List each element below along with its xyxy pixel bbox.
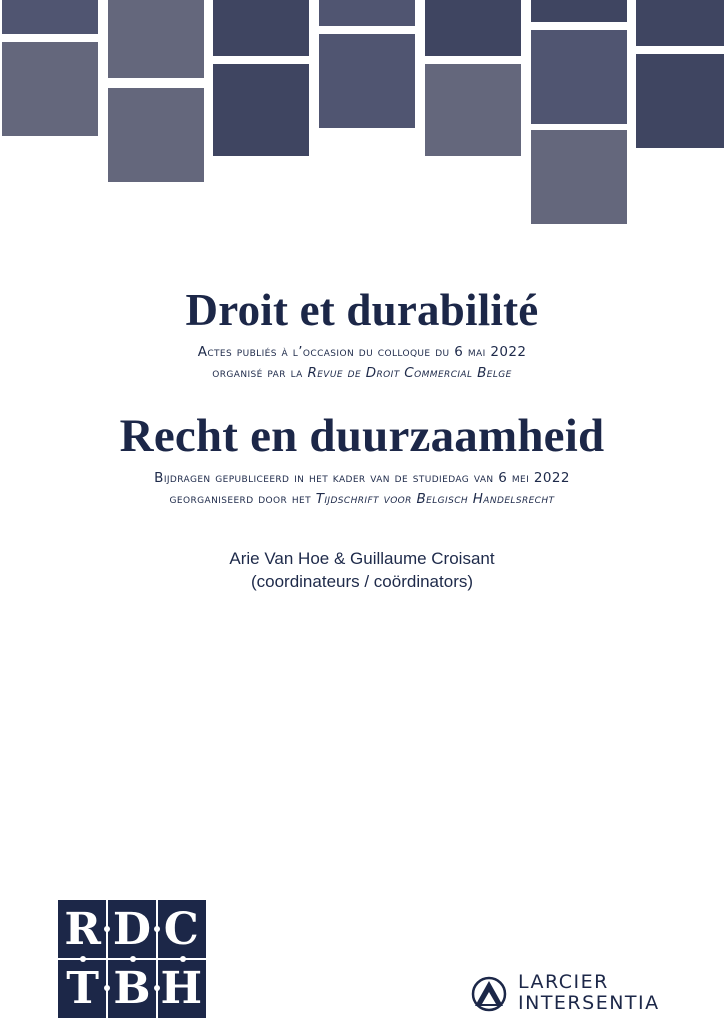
logo-dot — [80, 956, 86, 962]
title-nl: Recht en duurzaamheid — [119, 410, 605, 462]
authors-role: (coordinateurs / coördinators) — [250, 572, 474, 591]
logo-letter-b: B — [113, 963, 151, 1014]
logo-letter-t: T — [66, 963, 100, 1014]
triangle-logo-icon — [470, 976, 508, 1012]
tile — [636, 54, 724, 148]
subtitle-nl-prefix: georganiseerd door het — [169, 491, 316, 507]
subtitle-fr-line1: Actes publiés à l’occasion du colloque du 6 mai 2022 — [197, 344, 527, 360]
logo-letter-h: H — [160, 963, 203, 1014]
logo-letter-r: R — [64, 904, 101, 955]
tile — [319, 34, 415, 128]
logo-dot — [130, 956, 136, 962]
logo-dot — [180, 956, 186, 962]
logo-dot — [154, 985, 160, 991]
tile — [213, 64, 309, 156]
tile — [108, 0, 204, 78]
publisher-line1: LARCIER — [518, 971, 609, 993]
tile — [2, 42, 98, 136]
logo-dot — [104, 926, 110, 932]
subtitle-nl-line1: Bijdragen gepubliceerd in het kader van de studiedag van 6 mei 2022 — [154, 470, 570, 486]
logo-dot — [154, 926, 160, 932]
logo-dot — [104, 985, 110, 991]
tile — [425, 0, 521, 56]
tile — [108, 88, 204, 182]
title-fr: Droit et durabilité — [185, 285, 539, 335]
rdc-tbh-logo — [58, 900, 206, 1018]
subtitle-nl-line2 — [0, 491, 724, 507]
tile — [636, 0, 724, 46]
logo-letter-c: C — [163, 904, 199, 955]
authors: Arie Van Hoe & Guillaume Croisant — [229, 549, 495, 568]
tile — [425, 64, 521, 156]
publisher-line2: INTERSENTIA — [518, 992, 660, 1014]
tile — [531, 0, 627, 22]
publisher-name — [518, 972, 660, 1014]
tile — [2, 0, 98, 34]
tile — [213, 0, 309, 56]
journal-name-nl: Tijdschrift voor Belgisch Handelsrecht — [315, 491, 555, 507]
subtitle-fr-line2 — [0, 365, 724, 381]
tile — [319, 0, 415, 26]
tile — [531, 30, 627, 124]
tile — [531, 130, 627, 224]
journal-name-fr: Revue de Droit Commercial Belge — [307, 365, 512, 381]
subtitle-fr-prefix: organisé par la — [212, 365, 308, 381]
logo-letter-d: D — [112, 904, 152, 955]
